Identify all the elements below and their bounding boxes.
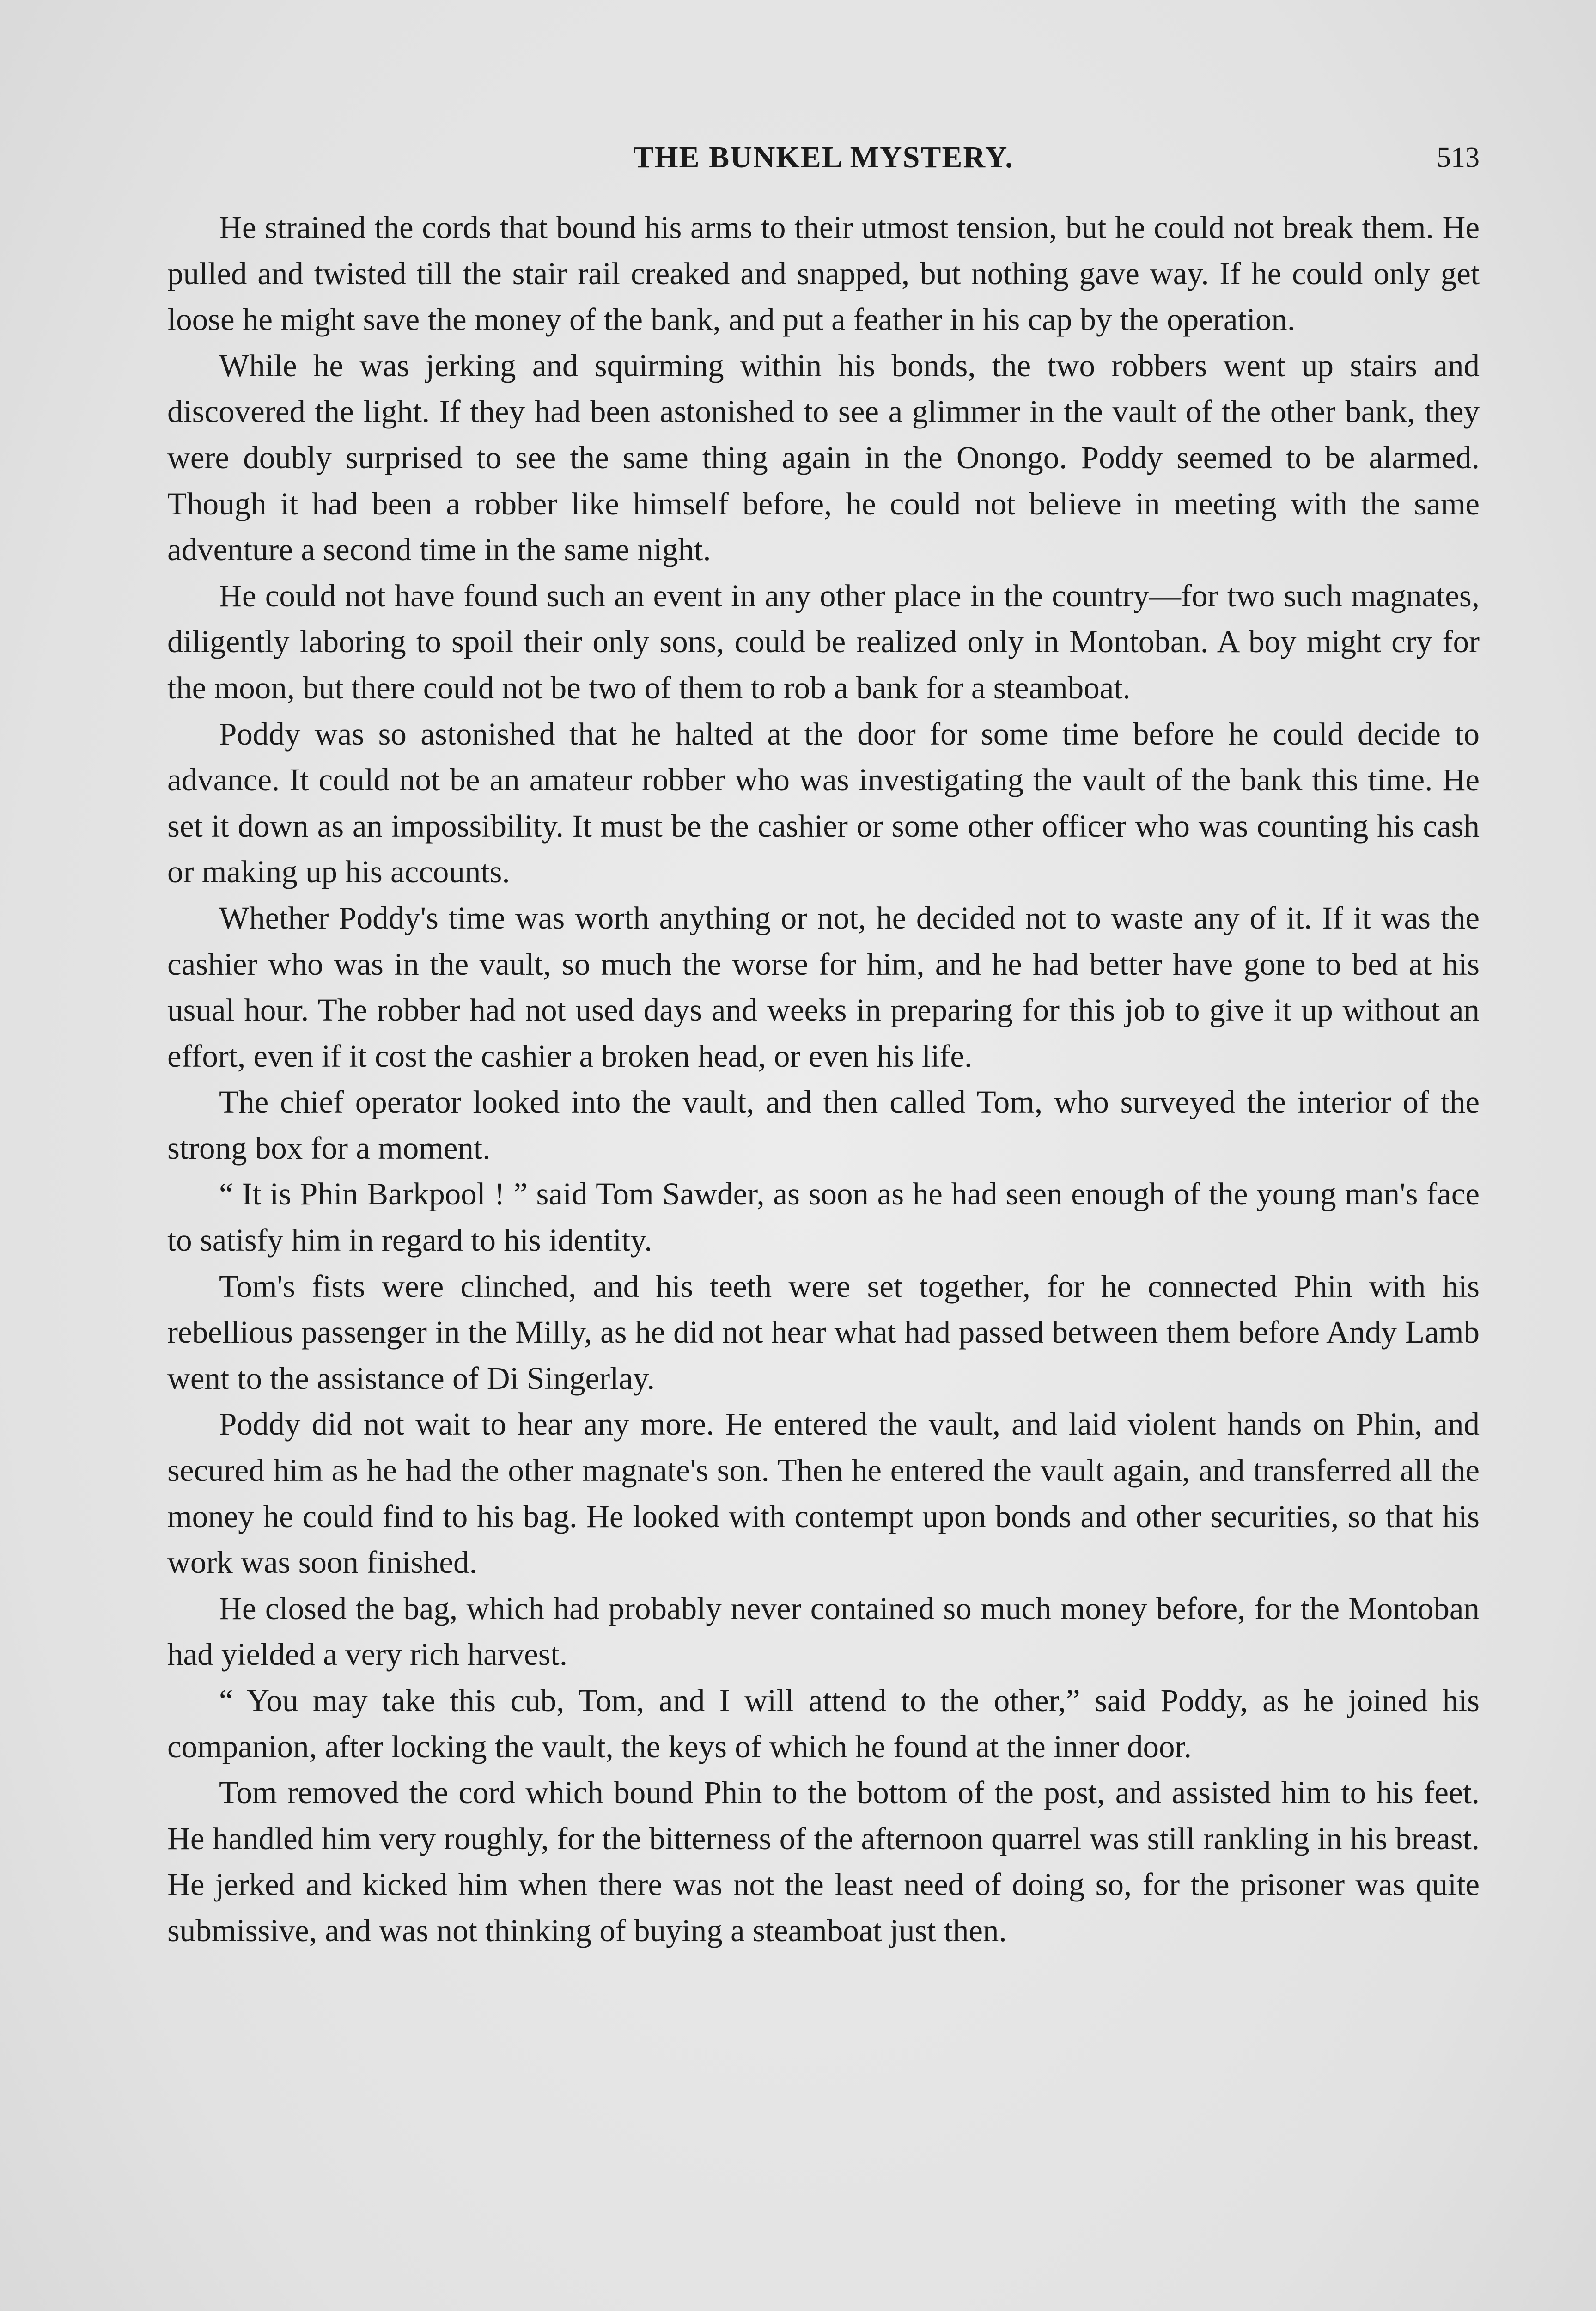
paragraph-11: “ You may take this cub, Tom, and I will attend to the other,” said Poddy, as he joined his companion, after locking the vault, the keys of which he found at the inner door. <box>167 1683 1480 1764</box>
paragraph-12: Tom removed the cord which bound Phin to the bottom of the post, and assisted him to his feet. He handled him very roughly, for the bitterness of the afternoon quarrel was still rankling in his breast. He jerked and kicked him when there was not the least need of doing so, for the prisoner was quite submissive, and was not thinking of buying a steamboat just then. <box>167 1775 1480 1948</box>
page-number: 513 <box>1437 142 1480 173</box>
paragraph-3: He could not have found such an event in any other place in the country—for two such magnates, diligently laboring to spoil their only sons, could be realized only in Montoban. A boy might cry for the moon, but there could not be two of them to rob a bank for a steamboat. <box>167 578 1480 705</box>
paragraph-4: Poddy was so astonished that he halted at the door for some time before he could decide to advance. It could not be an amateur robber who was investigating the vault of the bank this time. He set it down as an impossibility. It must be the cashier or some other officer who was counting his cash or making up his accounts. <box>167 716 1480 890</box>
paragraph-2: While he was jerking and squirming within his bonds, the two robbers went up stairs and discovered the light. If they had been astonished to see a glimmer in the vault of the other bank, they were doubly surprised to see the same thing again in the Onongo. Poddy seemed to be alarmed. Though it had been a robber like himself before, he could not believe in meeting with the same adventure a second time in the same night. <box>167 348 1480 568</box>
body-text <box>167 205 1480 1954</box>
running-title: THE BUNKEL MYSTERY. <box>633 141 1014 174</box>
paragraph-6: The chief operator looked into the vault, and then called Tom, who surveyed the interior of the strong box for a moment. <box>167 1084 1480 1166</box>
paragraph-5: Whether Poddy's time was worth anything or not, he decided not to waste any of it. If it was the cashier who was in the vault, so much the worse for him, and he had better have gone to bed at his usual hour. The robber had not used days and weeks in preparing for this job to give it up without an effort, even if it cost the cashier a broken head, or even his life. <box>167 900 1480 1074</box>
paragraph-9: Poddy did not wait to hear any more. He entered the vault, and laid violent hands on Phin, and secured him as he had the other magnate's son. Then he entered the vault again, and transferred all the money he could find to his bag. He looked with contempt upon bonds and other securities, so that his work was soon finished. <box>167 1406 1480 1580</box>
paragraph-8: Tom's fists were clinched, and his teeth were set together, for he connected Phin with his rebellious passenger in the Milly, as he did not hear what had passed between them before Andy Lamb went to the assistance of Di Singerlay. <box>167 1268 1480 1396</box>
running-head <box>167 137 1480 178</box>
paragraph-7: “ It is Phin Barkpool ! ” said Tom Sawder, as soon as he had seen enough of the young man's face to satisfy him in regard to his identity. <box>167 1176 1480 1258</box>
paragraph-1: He strained the cords that bound his arms to their utmost tension, but he could not break them. He pulled and twisted till the stair rail creaked and snapped, but nothing gave way. If he could only get loose he might save the money of the bank, and put a feather in his cap by the operation. <box>167 210 1480 337</box>
paragraph-10: He closed the bag, which had probably never contained so much money before, for the Montoban had yielded a very rich harvest. <box>167 1590 1480 1672</box>
